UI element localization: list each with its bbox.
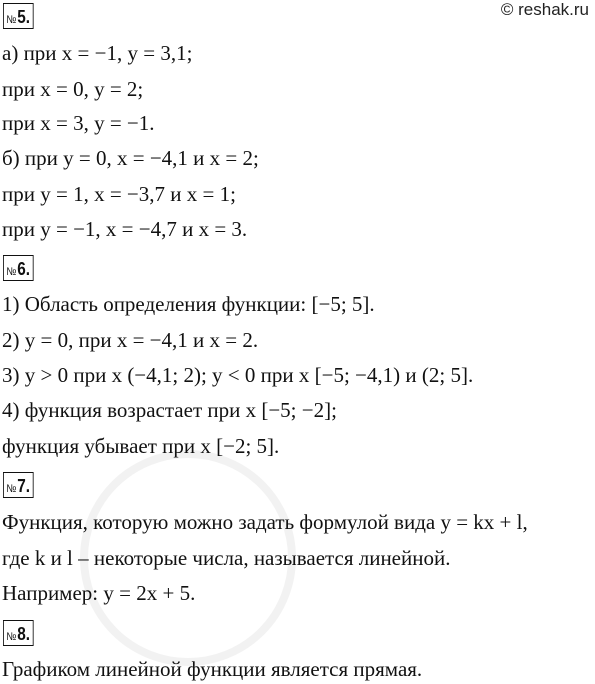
task5-line-6: при y = −1, x = −4,7 и x = 3.: [2, 217, 248, 241]
task6-line-3: 3) y > 0 при x (−4,1; 2); y < 0 при x [−5; −4,1) и (2; 5].: [2, 363, 474, 387]
task6-line-2: 2) y = 0, при x = −4,1 и x = 2.: [2, 328, 259, 352]
task-number: 8.: [17, 624, 31, 644]
task-number-badge-5: [3, 3, 33, 29]
task7-line-2: где k и l – некоторые числа, называется линейной.: [2, 546, 451, 570]
task-number: 7.: [17, 476, 31, 496]
task5-line-3: при x = 3, y = −1.: [2, 111, 155, 135]
task5-line-1: а) при x = −1, y = 3,1;: [2, 41, 193, 65]
number-sign: №: [6, 14, 17, 26]
task5-line-4: б) при y = 0, x = −4,1 и x = 2;: [2, 146, 259, 170]
task-number: 6.: [17, 259, 31, 279]
number-sign: №: [6, 631, 17, 643]
task6-line-1: 1) Область определения функции: [−5; 5].: [2, 292, 375, 316]
task-number: 5.: [17, 7, 31, 27]
task6-line-4: 4) функция возрастает при x [−5; −2];: [2, 398, 337, 422]
number-sign: №: [6, 266, 17, 278]
task7-line-1: Функция, которую можно задать формулой вида y = kx + l,: [2, 510, 528, 534]
task8-line-1: Графиком линейной функции является прямая.: [2, 657, 423, 681]
task-number-badge-6: [3, 255, 33, 281]
task-number-badge-8: [3, 620, 33, 646]
task5-line-5: при y = 1, x = −3,7 и x = 1;: [2, 182, 236, 206]
site-watermark: © reshak.ru: [500, 0, 589, 19]
task5-line-2: при x = 0, y = 2;: [2, 77, 144, 101]
number-sign: №: [6, 483, 17, 495]
task6-line-5: функция убывает при x [−2; 5].: [2, 434, 280, 458]
task7-line-3: Например: y = 2x + 5.: [2, 581, 196, 605]
task-number-badge-7: [3, 472, 33, 498]
